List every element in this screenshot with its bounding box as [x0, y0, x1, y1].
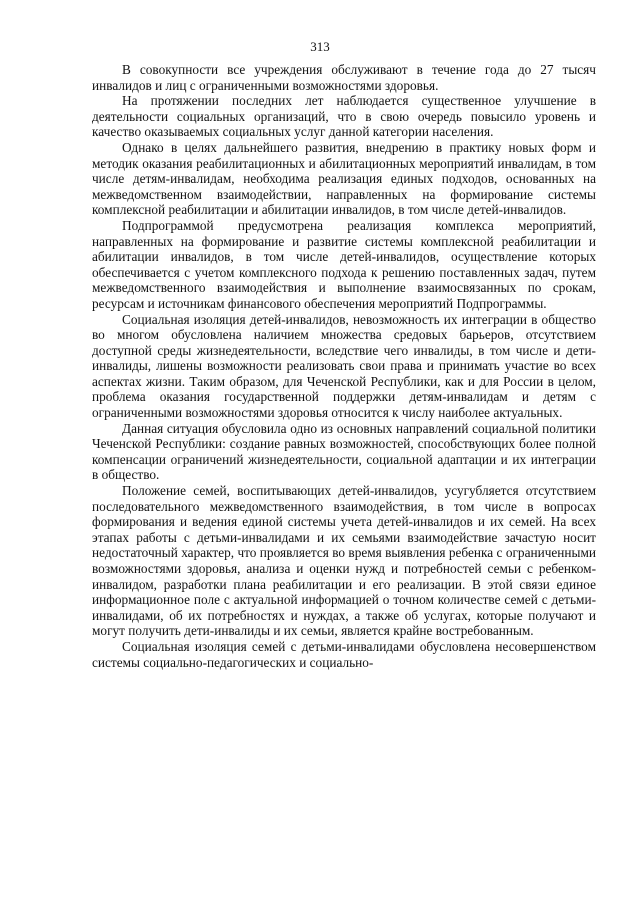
paragraph: Однако в целях дальнейшего развития, внедрению в практику новых форм и методик оказания реабилитационных и абилитационных мероприятий инвалидам, в том числе детям-инвалидам, необходима реализация единых подходов, основанных на межведомственном взаимодействии, направленных на формирование системы комплексной реабилитации и абилитации инвалидов, в том числе детей-инвалидов.: [92, 139, 596, 218]
paragraph: Социальная изоляция детей-инвалидов, невозможность их интеграции в общество во многом обусловлена наличием множества средовых барьеров, отсутствием доступной среды жизнедеятельности, вследствие чего инвалиды, в том числе и дети-инвалиды, лишены возможности реализовать свои права и принимать участие во всех аспектах жизни. Таким образом, для Чеченской Республики, как и для России в целом, проблема оказания государственной поддержки детям-инвалидам и детям с ограниченными возможностями здоровья относится к числу наиболее актуальных.: [92, 311, 596, 421]
document-body: [92, 62, 596, 670]
page-number: 313: [310, 39, 330, 54]
paragraph: В совокупности все учреждения обслуживают в течение года до 27 тысяч инвалидов и лиц с ограниченными возможностями здоровья.: [92, 62, 596, 93]
paragraph: Социальная изоляция семей с детьми-инвалидами обусловлена несовершенством системы социально-педагогических и социально-: [92, 638, 596, 670]
paragraph: Подпрограммой предусмотрена реализация комплекса мероприятий, направленных на формирование и развитие системы комплексной реабилитации и абилитации инвалидов, в том числе детей-инвалидов, осуществление которых обеспечивается с учетом комплексного подхода к решению поставленных задач, путем межведомственного взаимодействия и выполнение взаимосвязанных по срокам, ресурсам и источникам финансового обеспечения мероприятий Подпрограммы.: [92, 217, 596, 311]
paragraph: Положение семей, воспитывающих детей-инвалидов, усугубляется отсутствием последовательного межведомственного взаимодействия, в том числе в вопросах формирования и ведения единой системы учета детей-инвалидов и их семей. На всех этапах работы с детьми-инвалидами и их семьями взаимодействие зачастую носит недостаточный характер, что проявляется во время выявления ребенка с ограниченными возможностями здоровья, анализа и оценки нужд и потребностей семьи с ребенком-инвалидом, разработки плана реабилитации и его реализации. В этой связи единое информационное поле с актуальной информацией о точном количестве семей с детьми-инвалидами, об их потребностях и нуждах, а также об услугах, которые получают и могут получить дети-инвалиды и их семьи, является крайне востребованным.: [92, 483, 596, 639]
paragraph: На протяжении последних лет наблюдается существенное улучшение в деятельности социальных организаций, что в свою очередь повысило уровень и качество оказываемых социальных услуг данной категории населения.: [92, 93, 596, 140]
paragraph: Данная ситуация обусловила одно из основных направлений социальной политики Чеченской Республики: создание равных возможностей, способствующих более полной компенсации ограничений жизнедеятельности, социальной адаптации и их интеграции в общество.: [92, 420, 596, 483]
